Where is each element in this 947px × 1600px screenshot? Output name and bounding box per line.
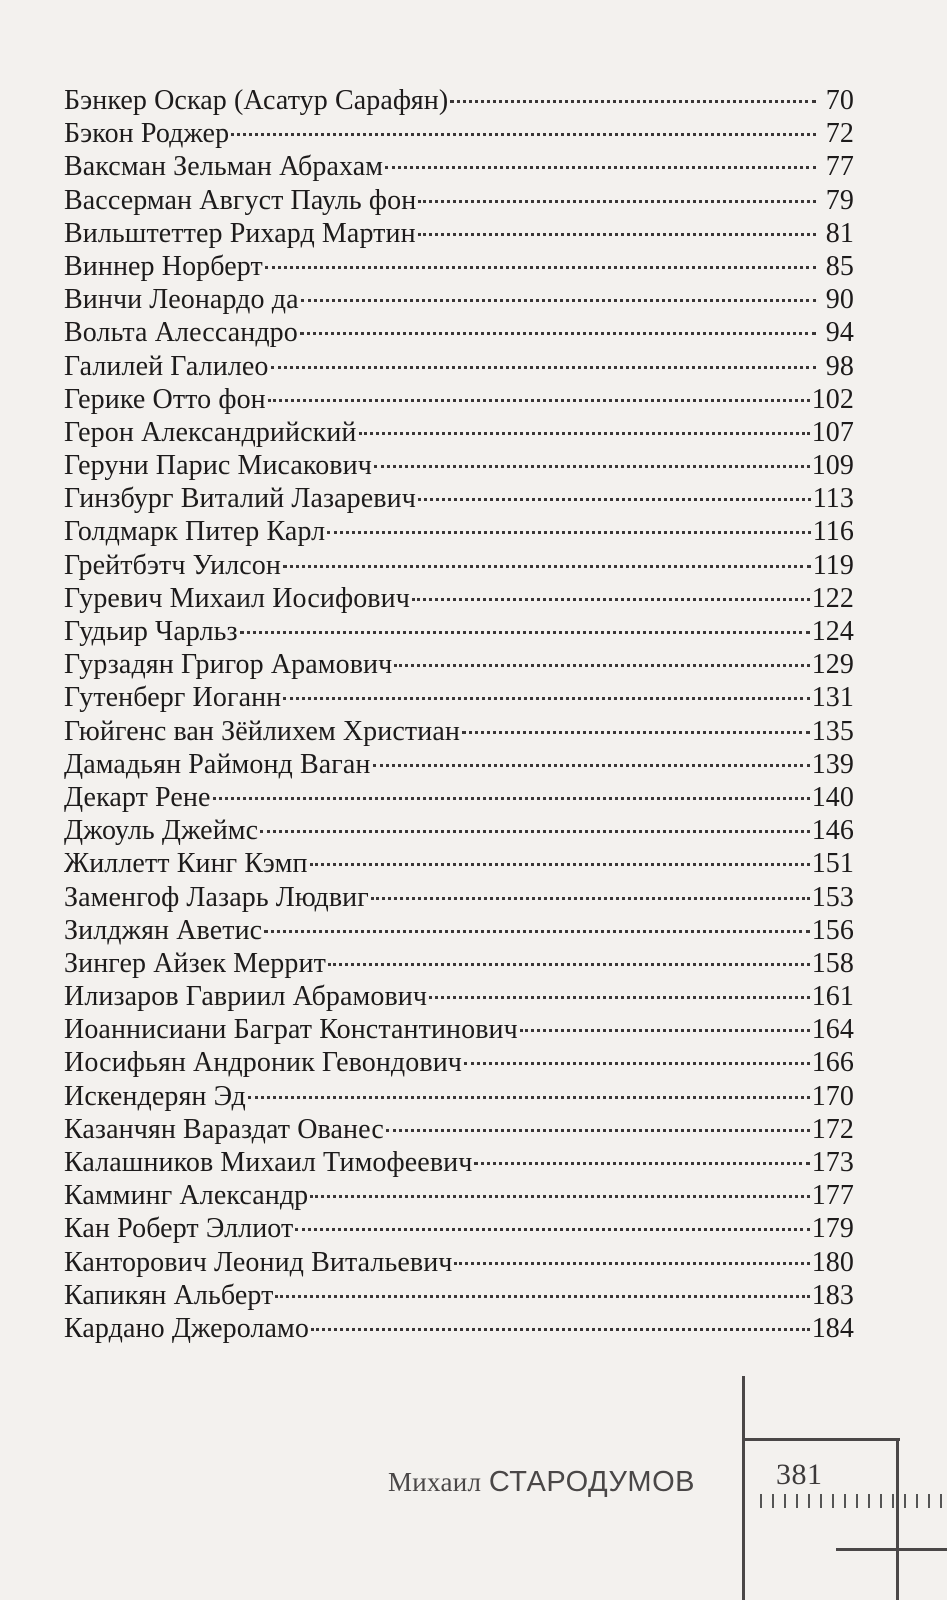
toc-entry-page: 177 bbox=[811, 1180, 854, 1212]
toc-entry-name: Герон Александрийский bbox=[64, 416, 357, 448]
toc-entry-page: 166 bbox=[811, 1047, 854, 1079]
toc-entry-page: 107 bbox=[811, 416, 854, 448]
toc-dot-leader bbox=[248, 1096, 810, 1099]
toc-dot-leader bbox=[429, 996, 810, 999]
toc-entry-page: 109 bbox=[811, 450, 854, 482]
toc-entry-page: 72 bbox=[825, 118, 854, 150]
toc-dot-leader bbox=[295, 1228, 809, 1231]
toc-entry-name: Вассерман Август Пауль фон bbox=[64, 184, 417, 216]
toc-dot-leader bbox=[386, 1129, 810, 1132]
toc-dot-leader bbox=[385, 166, 816, 169]
toc-entry-name: Джоуль Джеймс bbox=[64, 815, 259, 847]
toc-entry bbox=[64, 1279, 854, 1312]
toc-entry-page: 129 bbox=[811, 649, 854, 681]
toc-entry-page: 77 bbox=[825, 151, 854, 183]
toc-entry bbox=[64, 150, 854, 183]
toc-entry-name: Гюйгенс ван Зёйлихем Христиан bbox=[64, 715, 460, 747]
toc-entry-name: Калашников Михаил Тимофеевич bbox=[64, 1147, 473, 1178]
toc-dot-leader bbox=[374, 465, 810, 468]
toc-entry bbox=[64, 250, 854, 283]
toc-dot-leader bbox=[474, 1162, 809, 1165]
toc-entry-name: Кан Роберт Эллиот bbox=[64, 1213, 294, 1245]
toc-entry bbox=[64, 117, 854, 150]
toc-entry-page: 124 bbox=[811, 616, 854, 647]
toc-entry-name: Канторович Леонид Витальевич bbox=[64, 1246, 453, 1278]
toc-entry-page: 70 bbox=[825, 85, 854, 116]
ruler-ticks bbox=[760, 1494, 947, 1508]
toc-entry-page: 81 bbox=[825, 217, 854, 249]
toc-entry-page: 158 bbox=[811, 947, 854, 979]
toc-entry-name: Капикян Альберт bbox=[64, 1279, 274, 1311]
toc-entry-page: 172 bbox=[811, 1113, 854, 1145]
toc-entry bbox=[64, 1046, 854, 1079]
toc-entry bbox=[64, 715, 854, 748]
toc-dot-leader bbox=[275, 1295, 809, 1298]
toc-entry-name: Гуревич Михаил Иосифович bbox=[64, 582, 410, 614]
toc-entry-name: Голдмарк Питер Карл bbox=[64, 516, 326, 548]
toc-entry-name: Галилей Галилео bbox=[64, 350, 269, 382]
toc-entry bbox=[64, 881, 854, 914]
toc-dot-leader bbox=[412, 598, 810, 601]
toc-entry-page: 156 bbox=[811, 914, 854, 946]
toc-entry-name: Дамадьян Раймонд Ваган bbox=[64, 748, 371, 780]
toc-entry-page: 164 bbox=[811, 1014, 854, 1046]
toc-dot-leader bbox=[283, 565, 811, 568]
toc-entry-page: 151 bbox=[811, 848, 854, 880]
toc-entry-page: 139 bbox=[811, 748, 854, 780]
toc-entry bbox=[64, 748, 854, 781]
footer-author bbox=[388, 1466, 695, 1499]
toc-entry bbox=[64, 781, 854, 814]
toc-entry bbox=[64, 1146, 854, 1179]
toc-entry-name: Кардано Джероламо bbox=[64, 1312, 309, 1344]
toc-entry bbox=[64, 515, 854, 548]
toc-dot-leader bbox=[327, 531, 810, 534]
toc-dot-leader bbox=[371, 897, 810, 900]
toc-entry-page: 146 bbox=[811, 815, 854, 847]
toc-entry-page: 179 bbox=[811, 1213, 854, 1245]
toc-entry bbox=[64, 316, 854, 349]
toc-entry bbox=[64, 217, 854, 250]
toc-dot-leader bbox=[271, 366, 816, 369]
toc-entry-page: 153 bbox=[811, 881, 854, 913]
toc-entry bbox=[64, 914, 854, 947]
toc-entry-page: 122 bbox=[811, 582, 854, 614]
toc-entry-page: 79 bbox=[825, 184, 854, 216]
toc-entry-page: 140 bbox=[811, 781, 854, 813]
toc-entry-name: Винчи Леонардо да bbox=[64, 284, 299, 316]
toc-entry bbox=[64, 1312, 854, 1345]
author-last-name: СТАРОДУМОВ bbox=[488, 1466, 695, 1498]
table-of-contents bbox=[64, 84, 854, 1345]
toc-entry-page: 116 bbox=[812, 516, 854, 548]
toc-entry bbox=[64, 1013, 854, 1046]
toc-entry bbox=[64, 847, 854, 880]
toc-dot-leader bbox=[240, 631, 810, 634]
toc-entry-page: 184 bbox=[811, 1312, 854, 1344]
toc-entry-name: Гудьир Чарльз bbox=[64, 616, 238, 647]
toc-entry-name: Виннер Норберт bbox=[64, 250, 263, 282]
toc-dot-leader bbox=[394, 664, 809, 667]
footer-rule-lower bbox=[836, 1548, 947, 1551]
toc-entry-name: Иоаннисиани Баграт Константинович bbox=[64, 1014, 518, 1046]
toc-dot-leader bbox=[300, 332, 816, 335]
toc-entry-name: Декарт Рене bbox=[64, 781, 211, 813]
author-first-name: Михаил bbox=[388, 1467, 482, 1497]
toc-entry-name: Гурзадян Григор Арамович bbox=[64, 649, 393, 681]
toc-entry-page: 113 bbox=[812, 483, 854, 515]
toc-entry-page: 161 bbox=[811, 981, 854, 1013]
toc-entry bbox=[64, 184, 854, 217]
toc-entry-name: Герике Отто фон bbox=[64, 383, 266, 415]
toc-entry bbox=[64, 1179, 854, 1212]
toc-entry bbox=[64, 549, 854, 582]
toc-dot-leader bbox=[418, 233, 816, 236]
toc-dot-leader bbox=[359, 432, 810, 435]
page-number: 381 bbox=[776, 1458, 823, 1491]
toc-entry-name: Зилджян Аветис bbox=[64, 914, 263, 946]
toc-entry bbox=[64, 482, 854, 515]
toc-entry-name: Зингер Айзек Меррит bbox=[64, 947, 326, 979]
toc-entry bbox=[64, 648, 854, 681]
toc-dot-leader bbox=[418, 498, 811, 501]
toc-entry bbox=[64, 615, 854, 648]
toc-entry bbox=[64, 582, 854, 615]
toc-dot-leader bbox=[464, 1062, 810, 1065]
toc-dot-leader bbox=[462, 731, 810, 734]
toc-entry-name: Жиллетт Кинг Кэмп bbox=[64, 848, 308, 880]
toc-entry-page: 94 bbox=[825, 317, 854, 349]
toc-dot-leader bbox=[418, 200, 816, 203]
toc-entry bbox=[64, 383, 854, 416]
toc-entry-page: 85 bbox=[825, 250, 854, 282]
toc-entry-page: 119 bbox=[812, 549, 854, 581]
toc-entry-name: Ваксман Зельман Абрахам bbox=[64, 151, 384, 183]
toc-entry-page: 173 bbox=[811, 1147, 854, 1178]
toc-dot-leader bbox=[520, 1029, 810, 1032]
toc-entry-name: Камминг Александр bbox=[64, 1180, 309, 1212]
toc-entry-name: Илизаров Гавриил Абрамович bbox=[64, 981, 428, 1013]
toc-entry-page: 131 bbox=[811, 682, 854, 714]
toc-entry-name: Заменгоф Лазарь Людвиг bbox=[64, 881, 369, 913]
toc-dot-leader bbox=[373, 764, 810, 767]
toc-dot-leader bbox=[310, 1195, 809, 1198]
toc-entry-name: Бэкон Роджер bbox=[64, 118, 230, 150]
toc-dot-leader bbox=[231, 133, 816, 136]
toc-entry-page: 98 bbox=[825, 350, 854, 382]
toc-dot-leader bbox=[328, 963, 810, 966]
toc-dot-leader bbox=[301, 299, 816, 302]
toc-entry bbox=[64, 1246, 854, 1279]
toc-entry-name: Бэнкер Оскар (Асатур Сарафян) bbox=[64, 85, 449, 116]
toc-entry-name: Геруни Парис Мисакович bbox=[64, 450, 372, 482]
toc-entry-page: 90 bbox=[825, 284, 854, 316]
toc-entry-page: 180 bbox=[811, 1246, 854, 1278]
toc-dot-leader bbox=[311, 1328, 810, 1331]
toc-entry-name: Искендерян Эд bbox=[64, 1080, 246, 1112]
toc-entry bbox=[64, 1212, 854, 1245]
toc-dot-leader bbox=[283, 697, 809, 700]
toc-dot-leader bbox=[265, 266, 816, 269]
toc-dot-leader bbox=[454, 1262, 809, 1265]
toc-entry-page: 170 bbox=[811, 1080, 854, 1112]
toc-entry bbox=[64, 1113, 854, 1146]
footer-rule-horizontal bbox=[742, 1438, 900, 1441]
footer-rule-vertical bbox=[742, 1376, 745, 1600]
footer-rule-right bbox=[896, 1438, 899, 1600]
toc-entry-name: Вильштеттер Рихард Мартин bbox=[64, 217, 416, 249]
toc-entry-name: Казанчян Вараздат Ованес bbox=[64, 1113, 384, 1145]
toc-entry-name: Гинзбург Виталий Лазаревич bbox=[64, 483, 416, 515]
toc-entry-page: 102 bbox=[811, 383, 854, 415]
toc-entry bbox=[64, 1080, 854, 1113]
toc-entry bbox=[64, 980, 854, 1013]
toc-entry-name: Иосифьян Андроник Гевондович bbox=[64, 1047, 462, 1079]
toc-entry-name: Грейтбэтч Уилсон bbox=[64, 549, 281, 581]
toc-entry-name: Гутенберг Иоганн bbox=[64, 682, 282, 714]
toc-dot-leader bbox=[260, 830, 810, 833]
toc-entry bbox=[64, 681, 854, 714]
toc-entry bbox=[64, 84, 854, 117]
toc-entry bbox=[64, 449, 854, 482]
toc-entry-page: 183 bbox=[811, 1279, 854, 1311]
toc-entry bbox=[64, 283, 854, 316]
toc-entry-name: Вольта Алессандро bbox=[64, 317, 298, 349]
toc-entry-page: 135 bbox=[811, 715, 854, 747]
toc-dot-leader bbox=[268, 399, 810, 402]
toc-entry bbox=[64, 416, 854, 449]
toc-dot-leader bbox=[264, 930, 809, 933]
toc-dot-leader bbox=[450, 100, 816, 103]
toc-entry bbox=[64, 814, 854, 847]
toc-entry bbox=[64, 350, 854, 383]
toc-dot-leader bbox=[213, 797, 810, 800]
toc-entry bbox=[64, 947, 854, 980]
toc-dot-leader bbox=[310, 863, 810, 866]
